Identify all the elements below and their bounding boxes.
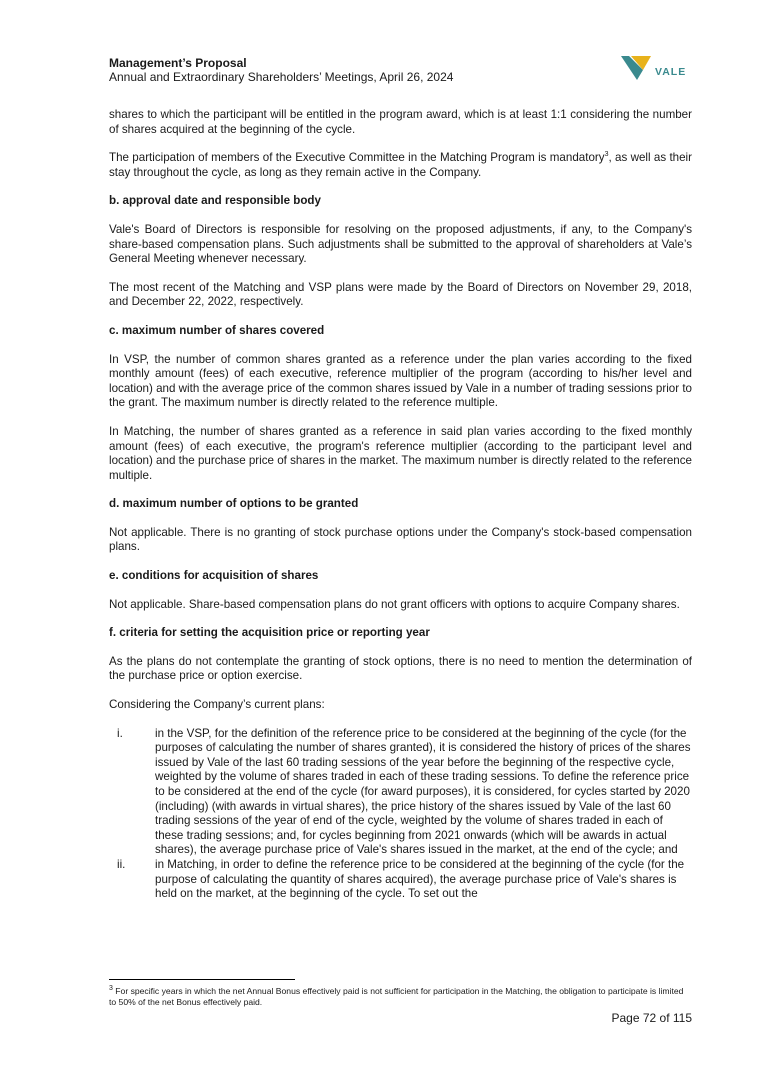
list-text: in the VSP, for the definition of the reference price to be considered at the beginning of the cycle (for the purposes of calculating the number of shares granted), it is considered the history of prices of the shares issued by Vale of the last 60 trading sessions of the year before the beginning of the respective cycle, weighted by the volume of shares traded in each of these trading sessions. To define the reference price to be considered at the end of the cycle (for award purposes), it is considered, for cycles started by 2020 (including) (with awards in virtual shares), the price history of the shares issued by Vale of the last 60 trading sessions of the year of end of the cycle, weighted by the volume of shares traded in each of these trading sessions; and, for cycles beginning from 2021 onwards (which will be awards in actual shares), the average purchase price of Vale's shares issued in the market, at the end of the cycle; and bbox=[155, 726, 691, 857]
footnote-text: For specific years in which the net Annual Bonus effectively paid is not sufficient for participation in the Matching, the obligation to participate is limited to 50% of the net Bonus effectively paid. bbox=[109, 986, 684, 1007]
footnote-divider bbox=[109, 979, 295, 980]
paragraph: As the plans do not contemplate the granting of stock options, there is no need to mention the determination of the purchase price or option exercise. bbox=[109, 654, 692, 683]
logo-text: VALE bbox=[655, 66, 687, 78]
section-heading: e. conditions for acquisition of shares bbox=[109, 569, 319, 583]
paragraph: shares to which the participant will be entitled in the program award, which is at least 1:1 considering the number of shares acquired at the beginning of the cycle. bbox=[109, 108, 692, 136]
paragraph: Vale's Board of Directors is responsible for resolving on the proposed adjustments, if any, to the Company's share-based compensation plans. Such adjustments shall be submitted to the approval of shareholders at Vale’s General Meeting whenever necessary. bbox=[109, 222, 692, 266]
paragraph: Not applicable. Share-based compensation plans do not grant officers with options to acquire Company shares. bbox=[109, 597, 680, 611]
section-heading: f. criteria for setting the acquisition price or reporting year bbox=[109, 626, 430, 640]
footnote bbox=[109, 986, 692, 1008]
paragraph: Considering the Company’s current plans: bbox=[109, 698, 325, 712]
paragraph: In VSP, the number of common shares granted as a reference under the plan varies according to the fixed monthly amount (fees) of each executive, reference multiplier of the program (according to his/her level and location) and with the average price of the common shares issued by Vale in a number of trading sessions prior to the grant. The maximum number is directly related to the reference multiple. bbox=[109, 352, 692, 410]
list-item bbox=[109, 858, 692, 902]
page-number: Page 72 of 115 bbox=[611, 1011, 692, 1025]
list-number: i. bbox=[117, 726, 123, 740]
list-number: ii. bbox=[117, 857, 126, 871]
footnote-ref[interactable]: 3 bbox=[604, 151, 609, 159]
page-header bbox=[109, 56, 669, 84]
section-heading: d. maximum number of options to be granted bbox=[109, 497, 359, 511]
header-subtitle: Annual and Extraordinary Shareholders’ Meetings, April 26, 2024 bbox=[109, 70, 454, 84]
paragraph-text: , as well as their stay throughout the cycle, as long as they remain active in the Company. bbox=[109, 151, 692, 179]
paragraph: The most recent of the Matching and VSP plans were made by the Board of Directors on November 29, 2018, and December 22, 2022, respectively. bbox=[109, 280, 692, 309]
section-heading: b. approval date and responsible body bbox=[109, 194, 321, 208]
list-text: in Matching, in order to define the reference price to be considered at the beginning of the cycle (for the purpose of calculating the quantity of shares acquired), the average purchase price of Vale's shares is held on the market, at the beginning of the cycle. To set out the bbox=[155, 857, 685, 901]
paragraph-text: The participation of members of the Executive Committee in the Matching Program is mandatory bbox=[109, 151, 605, 165]
plan-list bbox=[109, 727, 692, 902]
vale-logo-icon bbox=[621, 52, 655, 82]
header-title: Management’s Proposal bbox=[109, 56, 247, 70]
paragraph: Not applicable. There is no granting of stock purchase options under the Company's stock-based compensation plans. bbox=[109, 525, 692, 554]
footnote-mark: 3 bbox=[109, 985, 113, 993]
section-heading: c. maximum number of shares covered bbox=[109, 323, 325, 337]
page-body bbox=[109, 108, 692, 902]
paragraph: In Matching, the number of shares granted as a reference in said plan varies according to the fixed monthly amount (fees) of each executive, the program's reference multiplier (according to the participant level and location) and the purchase price of shares in the market. The maximum number is directly related to the reference multiple. bbox=[109, 424, 692, 482]
vale-logo bbox=[621, 52, 691, 84]
paragraph bbox=[109, 151, 692, 180]
list-item bbox=[109, 727, 692, 858]
